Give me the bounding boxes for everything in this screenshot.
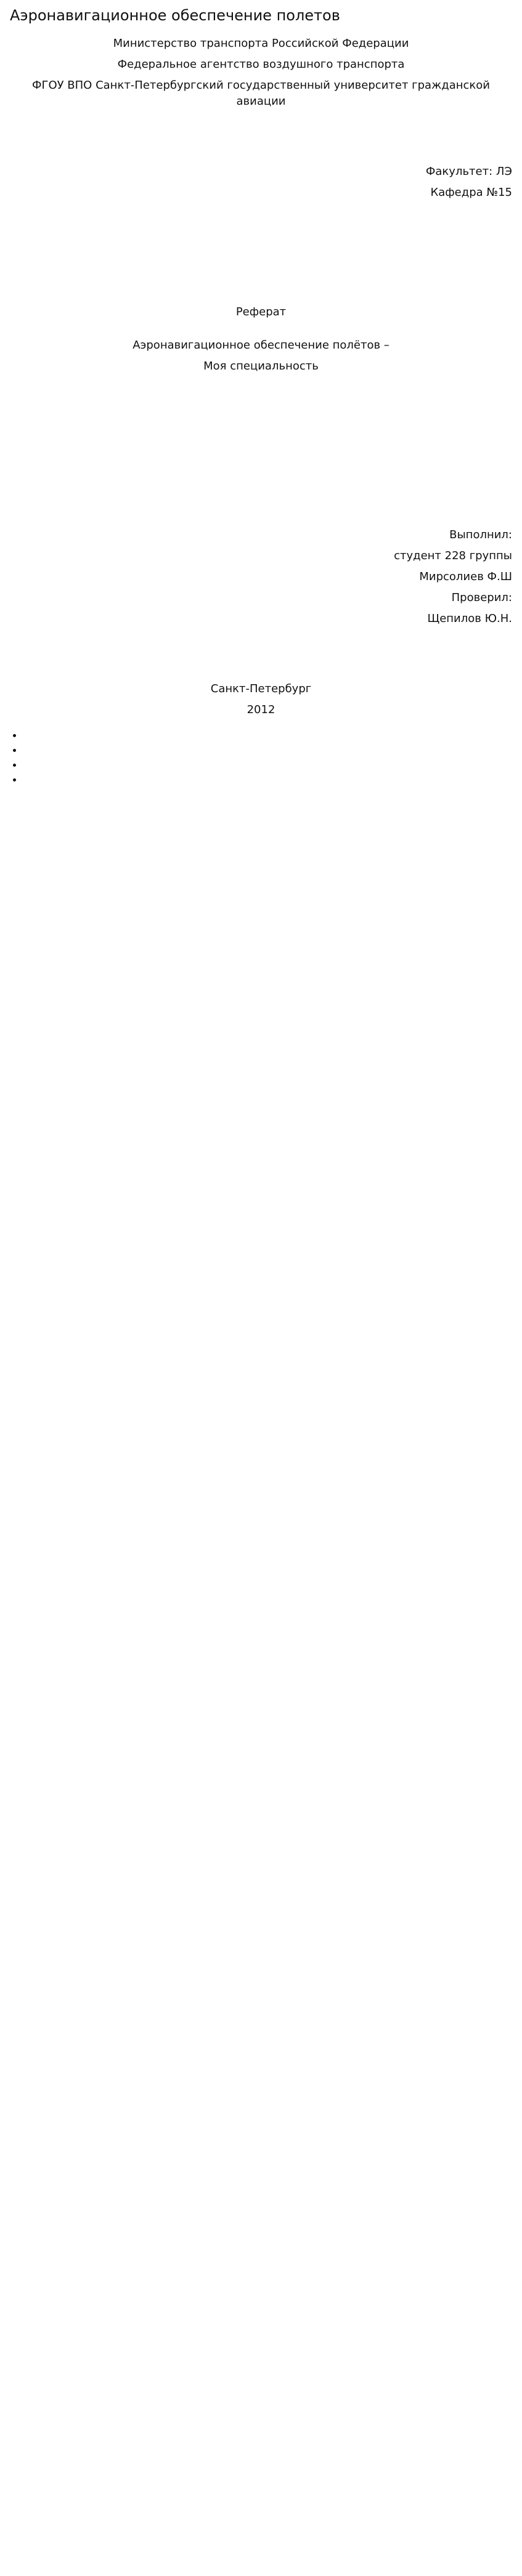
checker-name: Щепилов Ю.Н. [427, 612, 512, 625]
abstract-block [10, 304, 512, 374]
student-name: Мирсолиев Ф.Ш [419, 570, 512, 583]
header-block [10, 36, 512, 110]
bulleted-list [10, 728, 512, 787]
signature-block [10, 527, 512, 627]
spacer [10, 206, 512, 255]
student-group: студент 228 группы [394, 549, 512, 562]
spacer [10, 255, 512, 304]
city: Санкт-Петербург [210, 682, 312, 695]
bullet-item [23, 772, 512, 787]
spacer [10, 115, 512, 164]
city-year-block [10, 681, 512, 718]
performed-label: Выполнил: [449, 528, 512, 541]
spacer [10, 478, 512, 527]
agency-line: Федеральное агентство воздушного транспорта [117, 58, 405, 71]
document-title: Аэронавигационное обеспечение полетов [10, 7, 340, 24]
body-section [10, 728, 512, 818]
ministry-line: Министерство транспорта Российской Федерации [113, 37, 409, 50]
checked-label: Проверил: [451, 591, 512, 604]
abstract-title-line1: Аэронавигационное обеспечение полётов – [133, 339, 389, 352]
right-meta-block [10, 164, 512, 201]
faculty-line: Факультет: ЛЭ [425, 165, 512, 178]
department-line: Кафедра №15 [430, 186, 512, 199]
year: 2012 [247, 703, 275, 716]
spacer [10, 325, 512, 337]
spacer [10, 379, 512, 429]
bullet-item [23, 757, 512, 772]
bullet-item [23, 728, 512, 743]
abstract-label: Реферат [235, 305, 287, 318]
abstract-title-line2: Моя специальность [203, 360, 319, 373]
university-line: ФГОУ ВПО Санкт-Петербургский государственный университет гражданской авиации [31, 79, 491, 108]
spacer [10, 429, 512, 478]
spacer [10, 30, 512, 36]
spacer [10, 793, 512, 818]
spacer [10, 632, 512, 681]
bullet-item [23, 743, 512, 757]
